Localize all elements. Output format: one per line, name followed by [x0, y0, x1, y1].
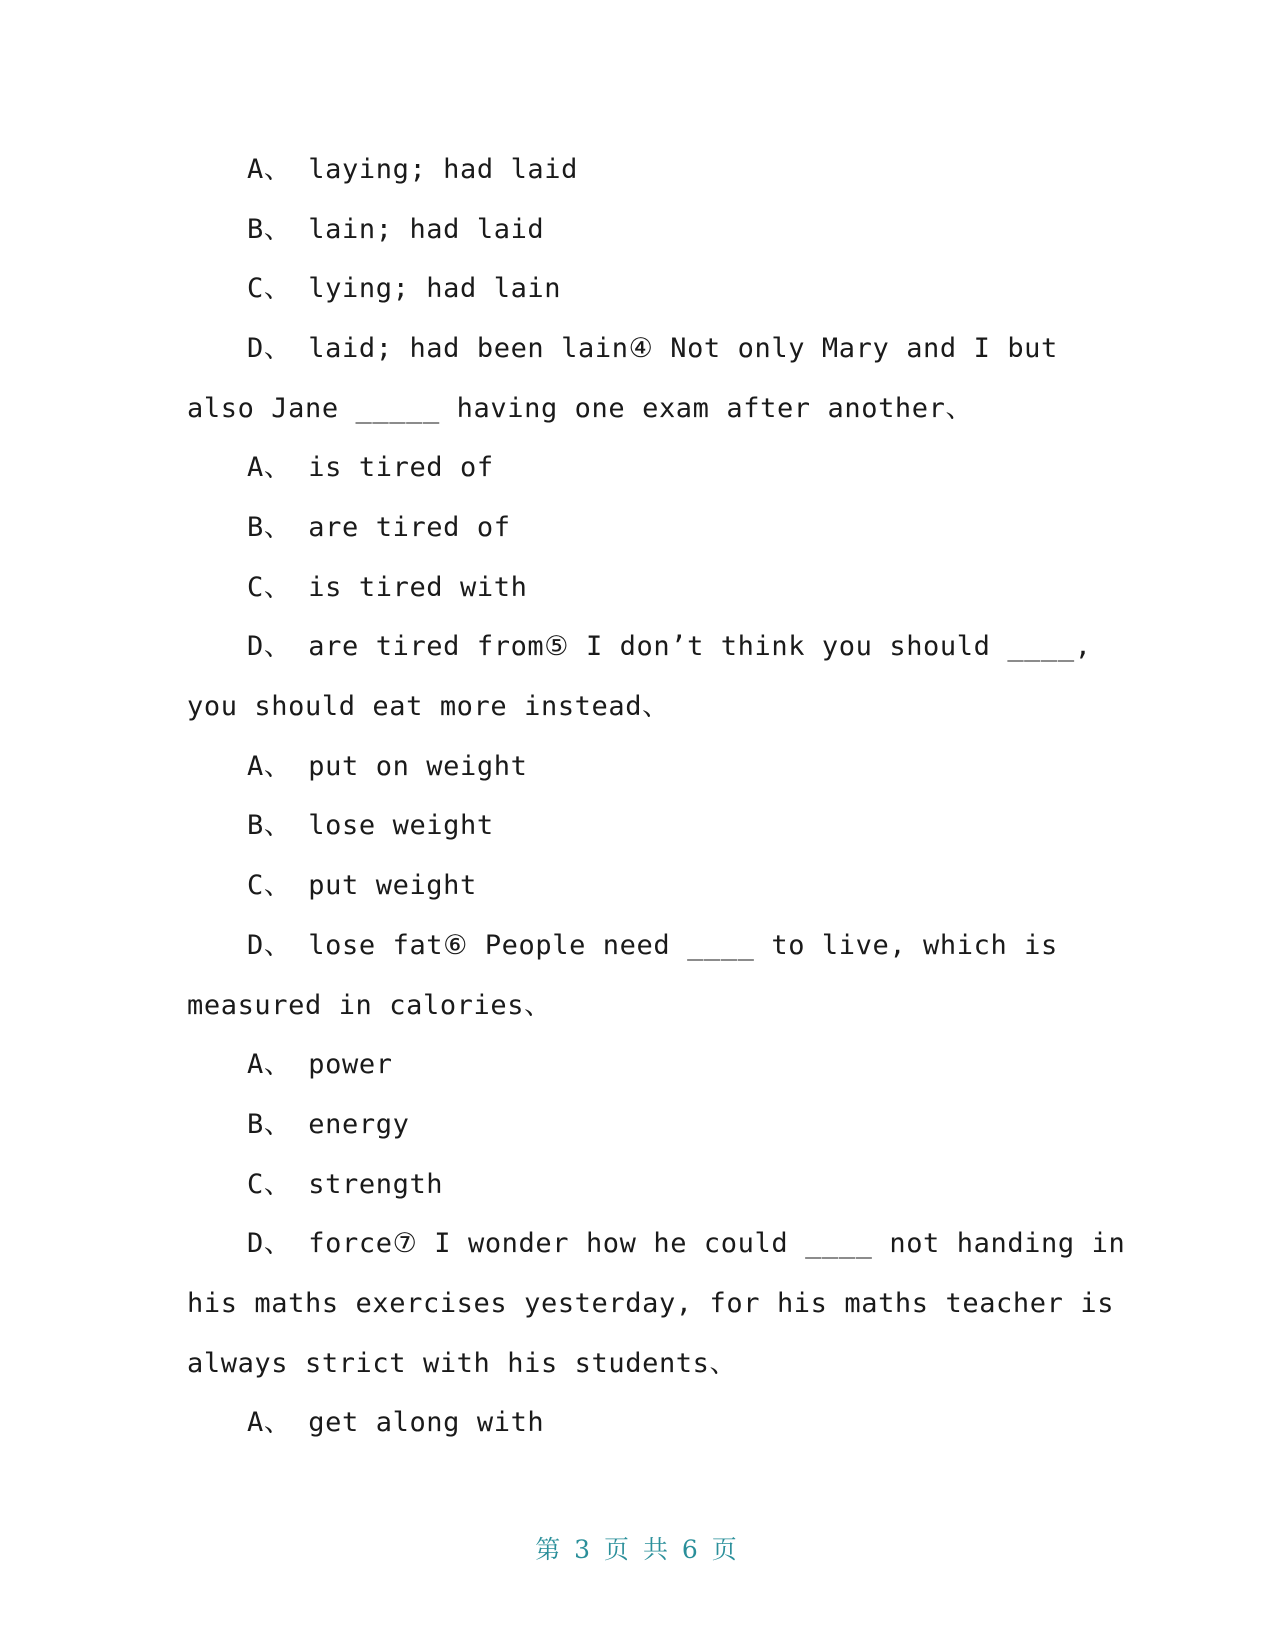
option-a-line: A、 laying; had laid [247, 154, 578, 185]
option-d-question-7-line: D、 force⑦ I wonder how he could ____ not handing in [247, 1228, 1126, 1259]
option-b-line: B、 lain; had laid [247, 214, 545, 245]
question-7-continuation: his maths exercises yesterday, for his maths teacher is [187, 1288, 1115, 1319]
option-d-question-5-line: D、 are tired from⑤ I don’t think you should ____, [247, 631, 1092, 662]
question-6-continuation: measured in calories、 [187, 990, 552, 1021]
option-d-question-4-line: D、 laid; had been lain④ Not only Mary and I but [247, 333, 1058, 364]
option-c-line: C、 is tired with [247, 572, 528, 603]
option-b-line: B、 energy [247, 1109, 410, 1140]
option-c-line: C、 put weight [247, 870, 477, 901]
option-a-line: A、 put on weight [247, 751, 528, 782]
option-d-question-6-line: D、 lose fat⑥ People need ____ to live, which is [247, 930, 1058, 961]
option-a-line: A、 get along with [247, 1407, 545, 1438]
page-number-footer: 第 3 页 共 6 页 [535, 1535, 740, 1564]
option-a-line: A、 is tired of [247, 452, 494, 483]
option-b-line: B、 are tired of [247, 512, 511, 543]
option-c-line: C、 lying; had lain [247, 273, 562, 304]
option-b-line: B、 lose weight [247, 810, 494, 841]
question-7-continuation: always strict with his students、 [187, 1348, 738, 1379]
option-a-line: A、 power [247, 1049, 393, 1080]
question-4-continuation: also Jane _____ having one exam after another、 [187, 393, 974, 424]
option-c-line: C、 strength [247, 1169, 444, 1200]
question-5-continuation: you should eat more instead、 [187, 691, 670, 722]
